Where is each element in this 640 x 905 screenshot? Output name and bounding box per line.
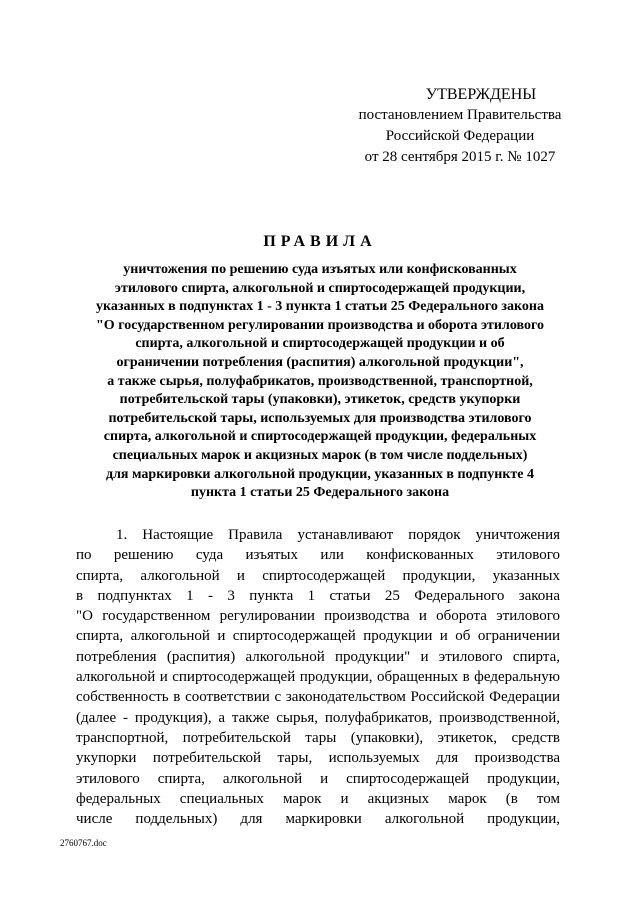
subtitle-line: уничтожения по решению суда изъятых или конфискованных — [123, 262, 517, 277]
document-title: ПРАВИЛА — [263, 233, 377, 250]
approval-line-1: постановлением Правительства — [358, 107, 562, 123]
body-line: спирта, алкогольной и спиртосодержащей продукции и об ограничении — [76, 628, 560, 645]
subtitle-line: спирта, алкогольной и спиртосодержащей продукции, федеральных — [103, 429, 537, 445]
body-line: (далее - продукция), а также сырья, полуфабрикатов, производственной, — [76, 709, 560, 726]
subtitle-line: ограничении потребления (распития) алкогольной продукции", — [116, 354, 524, 370]
body-line: алкогольной и спиртосодержащей продукции, обращенных в федеральную — [76, 669, 560, 686]
subtitle-line: этилового спирта, алкогольной и спиртосодержащей продукции, — [114, 280, 526, 296]
body-line: собственность в соответствии с законодательством Российской Федерации — [76, 689, 560, 706]
approval-block — [340, 84, 580, 168]
approval-line-3: от 28 сентября 2015 г. № 1027 — [364, 149, 556, 165]
subtitle-line: для маркировки алкогольной продукции, указанных в подпункте 4 — [105, 466, 534, 482]
subtitle-line: а также сырья, полуфабрикатов, производственной, транспортной, — [107, 373, 533, 389]
body-line: транспортной, потребительской тары (упаковки), этикеток, средств — [76, 729, 560, 746]
approval-line-2: Российской Федерации — [385, 128, 535, 144]
body-line: спирта, алкогольной и спиртосодержащей продукции, указанных — [76, 567, 560, 584]
body-line: потребления (распития) алкогольной продукции" и этилового спирта, — [76, 648, 560, 665]
approval-heading: УТВЕРЖДЕНЫ — [425, 86, 537, 103]
body-line: 1. Настоящие Правила устанавливают порядок уничтожения — [116, 527, 560, 543]
subtitle-line: потребительской тары, используемых для производства этилового — [108, 410, 532, 426]
subtitle-line: специальных марок и акцизных марок (в том числе поддельных) — [112, 447, 528, 463]
document-subtitle — [50, 261, 590, 503]
paragraph-1 — [76, 525, 560, 829]
body-line: "О государственном регулировании производства и оборота этилового — [76, 608, 560, 625]
subtitle-line: спирта, алкогольной и спиртосодержащей продукции и об — [135, 336, 505, 352]
body-line: федеральных специальных марок и акцизных марок (в том — [76, 790, 560, 807]
body-line: этилового спирта, алкогольной и спиртосодержащей продукции, — [76, 770, 560, 787]
file-name-footer: 2760767.doc — [60, 838, 107, 848]
body-line: по решению суда изъятых или конфискованных этилового — [76, 547, 560, 564]
body-line: укупорки потребительской тары, используемых для производства — [76, 750, 560, 767]
body-line: числе поддельных) для маркировки алкогольной продукции, — [76, 811, 560, 828]
subtitle-line: "О государственном регулировании производства и оборота этилового — [96, 317, 544, 333]
subtitle-line: указанных в подпунктах 1 - 3 пункта 1 статьи 25 Федерального закона — [96, 299, 544, 315]
subtitle-line: потребительской тары (упаковки), этикеток, средств укупорки — [119, 392, 521, 408]
subtitle-line: пункта 1 статьи 25 Федерального закона — [190, 485, 450, 501]
body-line: в подпунктах 1 - 3 пункта 1 статьи 25 Федерального закона — [76, 587, 560, 604]
